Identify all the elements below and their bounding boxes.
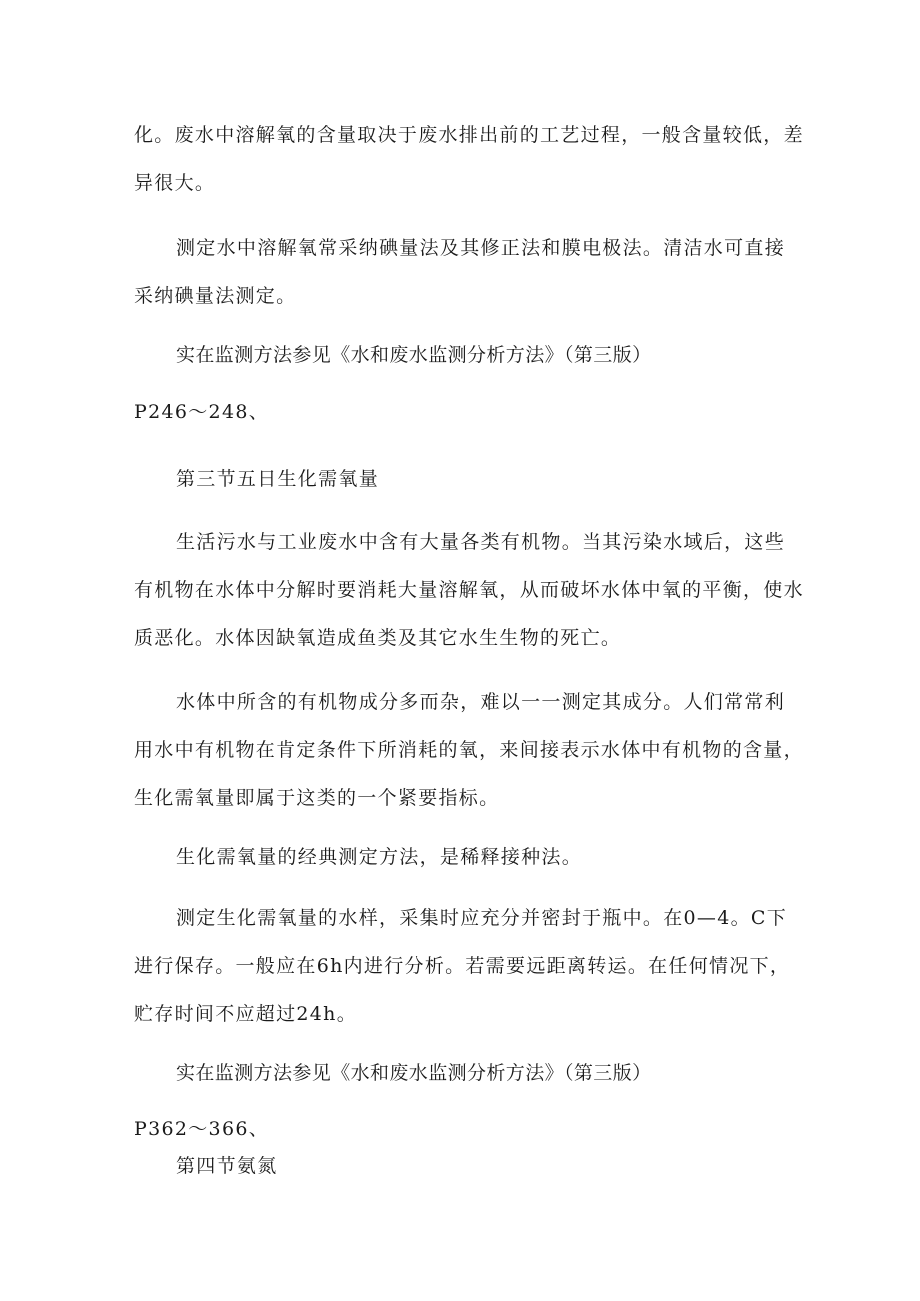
section-heading: 第三节五日生化需氧量 — [176, 468, 380, 490]
paragraph-line: 有机物在水体中分解时要消耗大量溶解氧，从而破坏水体中氧的平衡，使水 — [134, 579, 804, 601]
section-heading: 第四节氨氮 — [176, 1155, 278, 1177]
paragraph-line: 生化需氧量即属于这类的一个紧要指标。 — [134, 787, 500, 809]
paragraph-line: 测定生化需氧量的水样，采集时应充分并密封于瓶中。在0—4。C下 — [176, 907, 788, 929]
paragraph-line: 水体中所含的有机物成分多而杂，难以一一测定其成分。人们常常利 — [176, 691, 786, 713]
page-reference: P362～366、 — [134, 1118, 270, 1140]
paragraph-line: 进行保存。一般应在6h内进行分析。若需要远距离转运。在任何情况下， — [134, 955, 791, 977]
paragraph-line: 贮存时间不应超过24h。 — [134, 1003, 358, 1025]
paragraph-line: 生活污水与工业废水中含有大量各类有机物。当其污染水域后，这些 — [176, 531, 786, 553]
paragraph-line: 化。废水中溶解氧的含量取决于废水排出前的工艺过程，一般含量较低，差 — [134, 124, 804, 146]
reference-line: 实在监测方法参见《水和废水监测分析方法》（第三版） — [176, 344, 652, 366]
paragraph-line: 生化需氧量的经典测定方法，是稀释接种法。 — [176, 846, 583, 868]
page-reference: P246～248、 — [134, 401, 270, 423]
paragraph-line: 质恶化。水体因缺氧造成鱼类及其它水生生物的死亡。 — [134, 627, 622, 649]
paragraph-line: 测定水中溶解氧常采纳碘量法及其修正法和膜电极法。清洁水可直接 — [176, 237, 786, 259]
paragraph-line: 异很大。 — [134, 172, 216, 194]
paragraph-line: 采纳碘量法测定。 — [134, 285, 297, 307]
reference-line: 实在监测方法参见《水和废水监测分析方法》（第三版） — [176, 1062, 652, 1084]
paragraph-line: 用水中有机物在肯定条件下所消耗的氧，来间接表示水体中有机物的含量， — [134, 739, 804, 761]
